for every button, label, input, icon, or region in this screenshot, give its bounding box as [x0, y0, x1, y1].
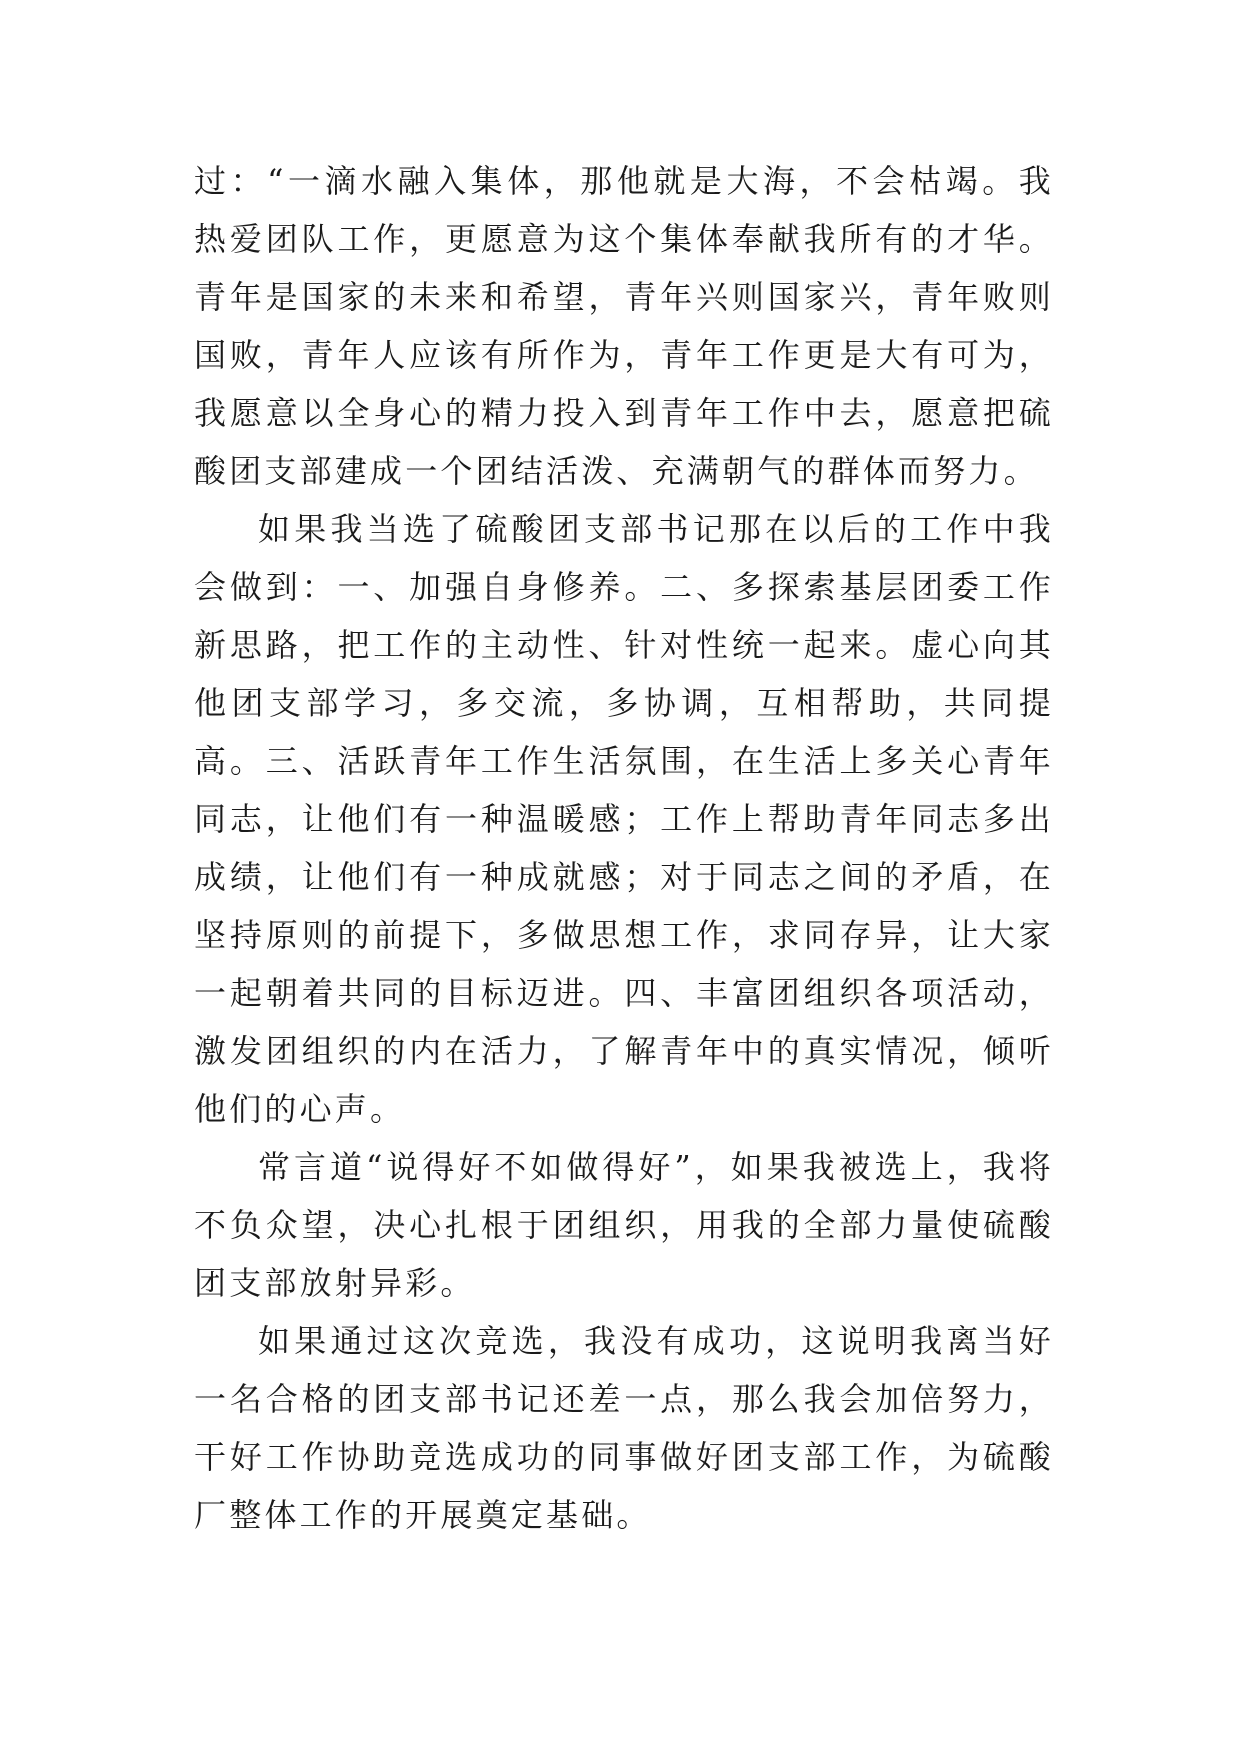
paragraph-3: 常言道“说得好不如做得好”，如果我被选上，我将不负众望，决心扎根于团组织，用我的全部力量使硫酸团支部放射异彩。 [194, 1148, 1054, 1302]
paragraph-4: 如果通过这次竞选，我没有成功，这说明我离当好一名合格的团支部书记还差一点，那么我会加倍努力，干好工作协助竞选成功的同事做好团支部工作，为硫酸厂整体工作的开展奠定基础。 [194, 1322, 1054, 1534]
paragraph-2: 如果我当选了硫酸团支部书记那在以后的工作中我会做到：一、加强自身修养。二、多探索基层团委工作新思路，把工作的主动性、针对性统一起来。虚心向其他团支部学习，多交流，多协调，互相帮助，共同提高。三、活跃青年工作生活氛围，在生活上多关心青年同志，让他们有一种温暖感；工作上帮助青年同志多出成绩，让他们有一种成就感；对于同志之间的矛盾，在坚持原则的前提下，多做思想工作，求同存异，让大家一起朝着共同的目标迈进。四、丰富团组织各项活动，激发团组织的内在活力，了解青年中的真实情况，倾听他们的心声。 [194, 510, 1054, 1128]
document-body [194, 152, 1054, 1544]
paragraph-1: 过：“一滴水融入集体，那他就是大海，不会枯竭。我热爱团队工作，更愿意为这个集体奉献我所有的才华。青年是国家的未来和希望，青年兴则国家兴，青年败则国败，青年人应该有所作为，青年工作更是大有可为，我愿意以全身心的精力投入到青年工作中去，愿意把硫酸团支部建成一个团结活泼、充满朝气的群体而努力。 [194, 162, 1054, 490]
